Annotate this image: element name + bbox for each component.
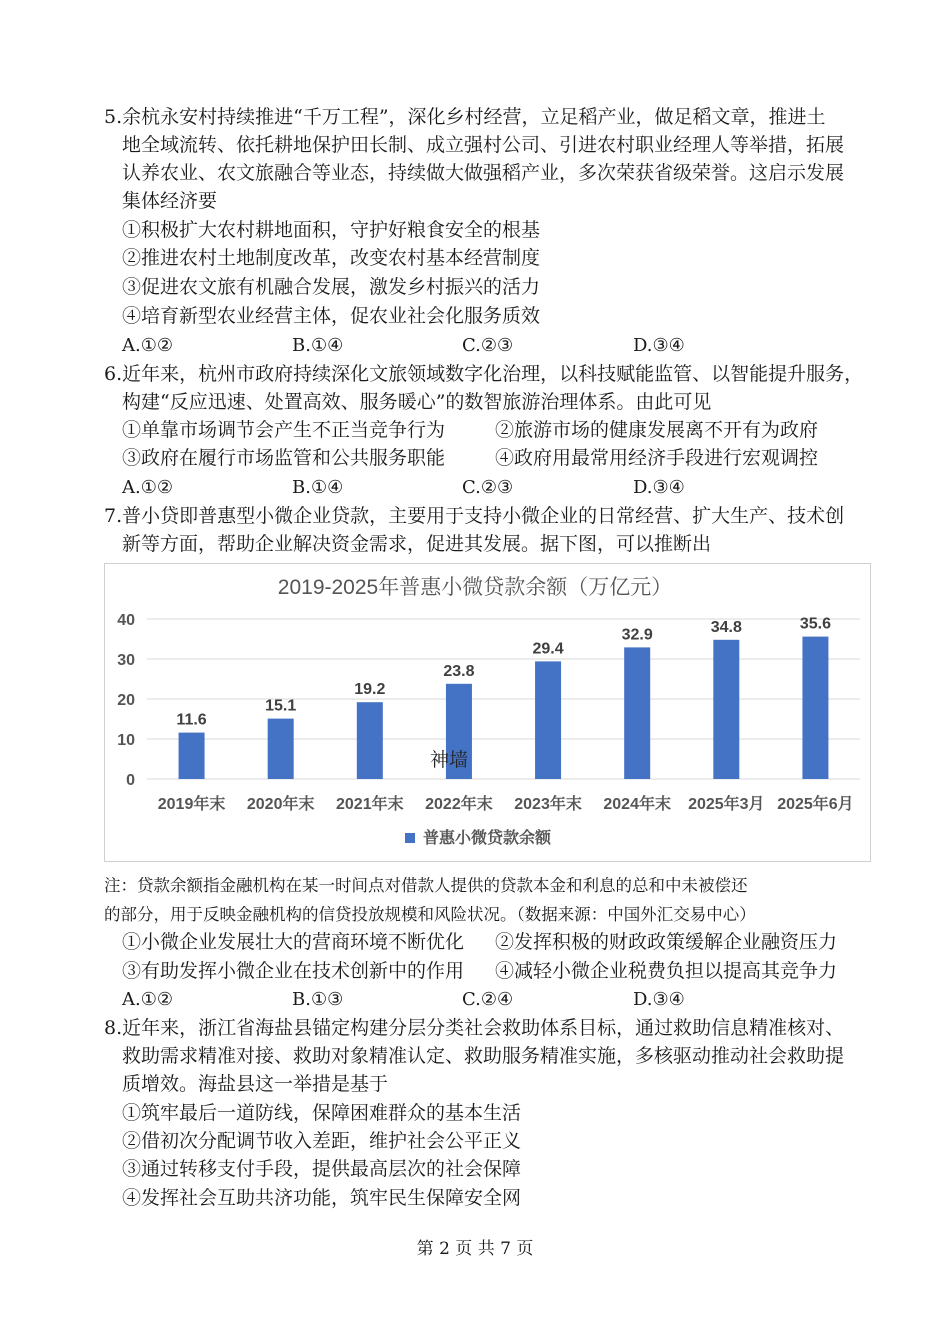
x-tick-label: 2025年3月	[688, 796, 765, 813]
q6-stem-line-1: 6.近年来，杭州市政府持续深化文旅领域数字化治理，以科技赋能监管、以智能提升服务，	[104, 363, 864, 385]
q5-stem-line-3: 认养农业、农文旅融合等业态，持续做大做强稻产业，多次荣获省级荣誉。这启示发展	[122, 162, 845, 184]
q8-item-1: ①筑牢最后一道防线，保障困难群众的基本生活	[122, 1102, 522, 1124]
q6-item-4: ④政府用最常用经济手段进行宏观调控	[495, 447, 819, 469]
bar	[713, 640, 739, 779]
y-tick-label: 0	[126, 772, 135, 789]
q7-choice-a: A.①②	[122, 989, 173, 1010]
q6-item-1: ①单靠市场调节会产生不正当竞争行为	[122, 419, 446, 441]
q6-item-2: ②旅游市场的健康发展离不开有为政府	[495, 419, 819, 441]
q6-choice-c: C.②③	[462, 477, 514, 498]
data-label: 19.2	[354, 681, 386, 699]
data-label: 32.9	[621, 626, 653, 644]
q6-choice-d: D.③④	[633, 477, 685, 498]
bar	[357, 702, 383, 779]
y-tick-label: 30	[117, 652, 135, 669]
q7-choice-c: C.②④	[462, 989, 514, 1010]
y-tick-label: 40	[117, 612, 135, 629]
q7-stem-line-2: 新等方面，帮助企业解决资金需求，促进其发展。据下图，可以推断出	[122, 533, 712, 555]
chart-legend	[405, 828, 552, 847]
bar	[535, 661, 561, 779]
x-tick-label: 2019年末	[157, 796, 226, 813]
x-tick-label: 2025年6月	[777, 796, 854, 813]
q5-item-1: ①积极扩大农村耕地面积，守护好粮食安全的根基	[122, 219, 541, 241]
q8-stem-line-1: 8.近年来，浙江省海盐县锚定构建分层分类社会救助体系目标，通过救助信息精准核对、	[104, 1017, 845, 1039]
q8-stem-line-3: 质增效。海盐县这一举措是基于	[122, 1073, 389, 1095]
q5-item-3: ③促进农文旅有机融合发展，激发乡村振兴的活力	[122, 276, 541, 298]
q7-note-line-1: 注：贷款余额指金融机构在某一时间点对借款人提供的贷款本金和利息的总和中未被偿还	[104, 876, 748, 895]
watermark: 神墙	[430, 749, 469, 771]
q7-item-3: ③有助发挥小微企业在技术创新中的作用	[122, 960, 465, 982]
data-label: 15.1	[265, 697, 297, 715]
bar	[268, 719, 294, 779]
legend-label: 普惠小微贷款余额	[423, 830, 552, 847]
chart-canvas	[105, 564, 872, 863]
q6-item-3: ③政府在履行市场监管和公共服务职能	[122, 447, 446, 469]
q8-item-2: ②借初次分配调节收入差距，维护社会公平正义	[122, 1130, 522, 1152]
x-tick-label: 2024年末	[603, 796, 671, 813]
q5-stem-line-2: 地全域流转、依托耕地保护田长制、成立强村公司、引进农村职业经理人等举措，拓展	[122, 134, 845, 156]
legend-swatch	[405, 833, 415, 843]
chart-y-axis	[117, 612, 135, 789]
y-tick-label: 20	[117, 692, 135, 709]
data-label: 34.8	[710, 618, 742, 636]
q5-item-4: ④培育新型农业经营主体，促农业社会化服务质效	[122, 305, 541, 327]
loan-balance-chart	[104, 563, 871, 862]
bar	[802, 637, 828, 779]
q7-item-1: ①小微企业发展壮大的营商环境不断优化	[122, 931, 465, 953]
q5-choice-b: B.①④	[292, 335, 344, 356]
chart-gridlines	[147, 619, 860, 779]
q8-item-4: ④发挥社会互助共济功能，筑牢民生保障安全网	[122, 1187, 522, 1209]
q6-stem-line-2: 构建“反应迅速、处置高效、服务暖心”的数智旅游治理体系。由此可见	[122, 391, 712, 413]
q5-choice-d: D.③④	[633, 335, 685, 356]
x-tick-label: 2020年末	[246, 796, 315, 813]
q6-choice-a: A.①②	[122, 477, 173, 498]
bar	[179, 733, 205, 779]
q6-choice-b: B.①④	[292, 477, 344, 498]
q8-item-3: ③通过转移支付手段，提供最高层次的社会保障	[122, 1158, 522, 1180]
x-tick-label: 2021年末	[336, 796, 404, 813]
x-tick-label: 2023年末	[514, 796, 582, 813]
chart-title: 2019-2025年普惠小微贷款余额（万亿元）	[277, 576, 673, 599]
q5-stem-line-1: 5.余杭永安村持续推进“千万工程”，深化乡村经营，立足稻产业，做足稻文章，推进土	[104, 106, 826, 128]
q5-choice-a: A.①②	[122, 335, 173, 356]
y-tick-label: 10	[117, 732, 135, 749]
q7-item-4: ④减轻小微企业税费负担以提高其竞争力	[495, 960, 838, 982]
q5-item-2: ②推进农村土地制度改革，改变农村基本经营制度	[122, 247, 541, 269]
data-label: 11.6	[176, 711, 207, 729]
q7-stem-line-1: 7.普小贷即普惠型小微企业贷款，主要用于支持小微企业的日常经营、扩大生产、技术创	[104, 505, 845, 527]
q5-choice-c: C.②③	[462, 335, 514, 356]
chart-x-axis	[158, 794, 854, 813]
x-tick-label: 2022年末	[425, 796, 493, 813]
q7-item-2: ②发挥积极的财政政策缓解企业融资压力	[495, 931, 838, 953]
data-label: 29.4	[532, 640, 564, 658]
q5-stem-line-4: 集体经济要	[122, 190, 218, 212]
data-label: 35.6	[799, 615, 832, 633]
q7-choice-b: B.①③	[292, 989, 344, 1010]
q7-choice-d: D.③④	[633, 989, 685, 1010]
bar	[624, 647, 650, 779]
q7-note-line-2: 的部分，用于反映金融机构的信贷投放规模和风险状况。（数据来源：中国外汇交易中心）	[104, 905, 756, 924]
data-label: 23.8	[443, 662, 475, 680]
page-footer: 第 2 页 共 7 页	[416, 1239, 534, 1259]
q8-stem-line-2: 救助需求精准对接、救助对象精准认定、救助服务精准实施，多核驱动推动社会救助提	[122, 1045, 845, 1067]
